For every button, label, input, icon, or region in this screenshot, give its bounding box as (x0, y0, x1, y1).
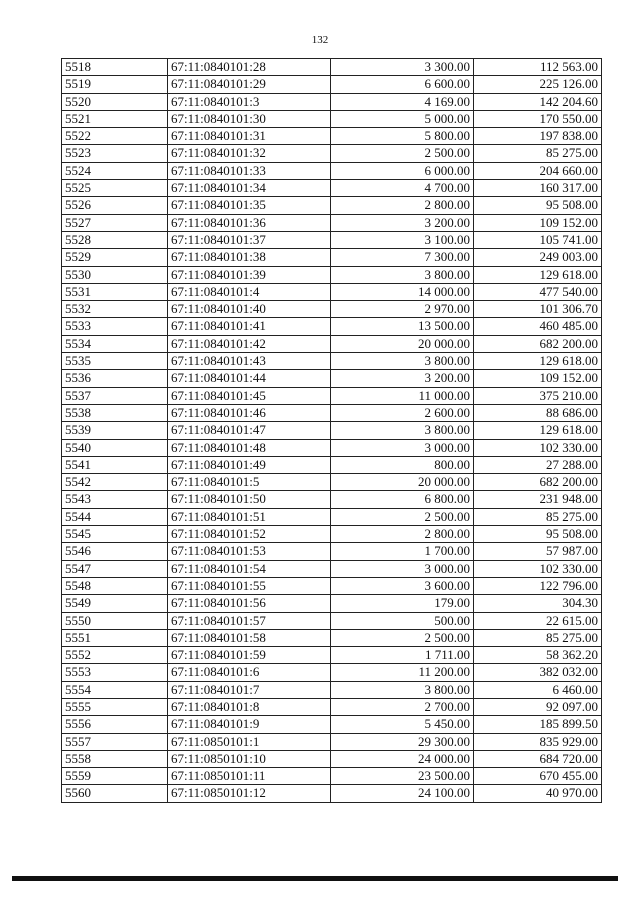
row-number-cell: 5555 (62, 698, 168, 715)
value-cell: 129 618.00 (474, 266, 602, 283)
value-cell: 40 970.00 (474, 785, 602, 802)
row-number-cell: 5549 (62, 595, 168, 612)
area-cell: 3 800.00 (331, 422, 474, 439)
value-cell: 101 306.70 (474, 301, 602, 318)
table-row (62, 491, 602, 508)
value-cell: 129 618.00 (474, 422, 602, 439)
value-cell: 57 987.00 (474, 543, 602, 560)
table-row (62, 526, 602, 543)
row-number-cell: 5547 (62, 560, 168, 577)
value-cell: 85 275.00 (474, 629, 602, 646)
row-number-cell: 5553 (62, 664, 168, 681)
area-cell: 2 970.00 (331, 301, 474, 318)
value-cell: 22 615.00 (474, 612, 602, 629)
area-cell: 2 500.00 (331, 508, 474, 525)
area-cell: 13 500.00 (331, 318, 474, 335)
value-cell: 249 003.00 (474, 249, 602, 266)
table-row (62, 474, 602, 491)
table-row (62, 733, 602, 750)
cadastral-number-cell: 67:11:0840101:37 (168, 231, 331, 248)
area-cell: 3 800.00 (331, 353, 474, 370)
value-cell: 58 362.20 (474, 647, 602, 664)
value-cell: 129 618.00 (474, 353, 602, 370)
area-cell: 3 200.00 (331, 214, 474, 231)
row-number-cell: 5527 (62, 214, 168, 231)
table-row (62, 76, 602, 93)
cadastral-number-cell: 67:11:0840101:50 (168, 491, 331, 508)
row-number-cell: 5519 (62, 76, 168, 93)
table-row (62, 249, 602, 266)
cadastral-number-cell: 67:11:0840101:31 (168, 128, 331, 145)
row-number-cell: 5545 (62, 526, 168, 543)
value-cell: 231 948.00 (474, 491, 602, 508)
table-row (62, 180, 602, 197)
cadastral-number-cell: 67:11:0840101:44 (168, 370, 331, 387)
table-row (62, 768, 602, 785)
cadastral-number-cell: 67:11:0840101:6 (168, 664, 331, 681)
table-row (62, 422, 602, 439)
cadastral-number-cell: 67:11:0840101:30 (168, 110, 331, 127)
table-row (62, 716, 602, 733)
table-row (62, 404, 602, 421)
area-cell: 3 100.00 (331, 231, 474, 248)
row-number-cell: 5529 (62, 249, 168, 266)
row-number-cell: 5554 (62, 681, 168, 698)
value-cell: 6 460.00 (474, 681, 602, 698)
cadastral-number-cell: 67:11:0840101:5 (168, 474, 331, 491)
cadastral-number-cell: 67:11:0850101:11 (168, 768, 331, 785)
cadastral-number-cell: 67:11:0840101:34 (168, 180, 331, 197)
value-cell: 95 508.00 (474, 526, 602, 543)
cadastral-number-cell: 67:11:0840101:41 (168, 318, 331, 335)
table-row (62, 145, 602, 162)
area-cell: 1 711.00 (331, 647, 474, 664)
area-cell: 7 300.00 (331, 249, 474, 266)
cadastral-number-cell: 67:11:0840101:56 (168, 595, 331, 612)
table-row (62, 59, 602, 76)
value-cell: 304.30 (474, 595, 602, 612)
row-number-cell: 5530 (62, 266, 168, 283)
value-cell: 85 275.00 (474, 145, 602, 162)
cadastral-number-cell: 67:11:0840101:42 (168, 335, 331, 352)
row-number-cell: 5520 (62, 93, 168, 110)
value-cell: 225 126.00 (474, 76, 602, 93)
table-row (62, 110, 602, 127)
value-cell: 477 540.00 (474, 283, 602, 300)
row-number-cell: 5559 (62, 768, 168, 785)
area-cell: 24 000.00 (331, 750, 474, 767)
area-cell: 4 169.00 (331, 93, 474, 110)
cadastral-number-cell: 67:11:0840101:48 (168, 439, 331, 456)
row-number-cell: 5542 (62, 474, 168, 491)
table-row (62, 750, 602, 767)
row-number-cell: 5534 (62, 335, 168, 352)
cadastral-number-cell: 67:11:0840101:4 (168, 283, 331, 300)
row-number-cell: 5528 (62, 231, 168, 248)
area-cell: 29 300.00 (331, 733, 474, 750)
cadastral-number-cell: 67:11:0840101:3 (168, 93, 331, 110)
area-cell: 11 000.00 (331, 387, 474, 404)
cadastral-number-cell: 67:11:0840101:57 (168, 612, 331, 629)
area-cell: 3 600.00 (331, 577, 474, 594)
area-cell: 2 700.00 (331, 698, 474, 715)
row-number-cell: 5540 (62, 439, 168, 456)
table-row (62, 629, 602, 646)
area-cell: 5 800.00 (331, 128, 474, 145)
area-cell: 14 000.00 (331, 283, 474, 300)
value-cell: 684 720.00 (474, 750, 602, 767)
row-number-cell: 5556 (62, 716, 168, 733)
table-row (62, 370, 602, 387)
value-cell: 122 796.00 (474, 577, 602, 594)
row-number-cell: 5551 (62, 629, 168, 646)
row-number-cell: 5525 (62, 180, 168, 197)
row-number-cell: 5546 (62, 543, 168, 560)
area-cell: 2 600.00 (331, 404, 474, 421)
value-cell: 204 660.00 (474, 162, 602, 179)
table-row (62, 647, 602, 664)
area-cell: 2 800.00 (331, 197, 474, 214)
row-number-cell: 5543 (62, 491, 168, 508)
cadastral-number-cell: 67:11:0840101:33 (168, 162, 331, 179)
table-row (62, 681, 602, 698)
value-cell: 85 275.00 (474, 508, 602, 525)
value-cell: 670 455.00 (474, 768, 602, 785)
cadastral-number-cell: 67:11:0840101:53 (168, 543, 331, 560)
row-number-cell: 5552 (62, 647, 168, 664)
value-cell: 142 204.60 (474, 93, 602, 110)
cadastral-number-cell: 67:11:0850101:1 (168, 733, 331, 750)
table-row (62, 543, 602, 560)
row-number-cell: 5518 (62, 59, 168, 76)
row-number-cell: 5522 (62, 128, 168, 145)
value-cell: 682 200.00 (474, 474, 602, 491)
table-row (62, 785, 602, 802)
row-number-cell: 5557 (62, 733, 168, 750)
value-cell: 95 508.00 (474, 197, 602, 214)
row-number-cell: 5524 (62, 162, 168, 179)
cadastral-number-cell: 67:11:0840101:47 (168, 422, 331, 439)
value-cell: 160 317.00 (474, 180, 602, 197)
area-cell: 20 000.00 (331, 474, 474, 491)
value-cell: 197 838.00 (474, 128, 602, 145)
cadastral-number-cell: 67:11:0840101:46 (168, 404, 331, 421)
row-number-cell: 5550 (62, 612, 168, 629)
area-cell: 3 300.00 (331, 59, 474, 76)
table-row (62, 353, 602, 370)
table-row (62, 318, 602, 335)
table-row (62, 266, 602, 283)
area-cell: 2 500.00 (331, 145, 474, 162)
value-cell: 109 152.00 (474, 370, 602, 387)
area-cell: 3 200.00 (331, 370, 474, 387)
area-cell: 11 200.00 (331, 664, 474, 681)
value-cell: 102 330.00 (474, 439, 602, 456)
cadastral-number-cell: 67:11:0840101:39 (168, 266, 331, 283)
row-number-cell: 5544 (62, 508, 168, 525)
table-row (62, 93, 602, 110)
value-cell: 382 032.00 (474, 664, 602, 681)
area-cell: 3 800.00 (331, 266, 474, 283)
table-row (62, 231, 602, 248)
area-cell: 24 100.00 (331, 785, 474, 802)
area-cell: 179.00 (331, 595, 474, 612)
value-cell: 170 550.00 (474, 110, 602, 127)
area-cell: 20 000.00 (331, 335, 474, 352)
row-number-cell: 5531 (62, 283, 168, 300)
row-number-cell: 5560 (62, 785, 168, 802)
cadastral-number-cell: 67:11:0840101:28 (168, 59, 331, 76)
table-row (62, 698, 602, 715)
cadastral-number-cell: 67:11:0840101:51 (168, 508, 331, 525)
table-row (62, 214, 602, 231)
cadastral-number-cell: 67:11:0840101:58 (168, 629, 331, 646)
table-row (62, 595, 602, 612)
cadastral-number-cell: 67:11:0840101:54 (168, 560, 331, 577)
table-row (62, 456, 602, 473)
table-row (62, 560, 602, 577)
table-row (62, 439, 602, 456)
row-number-cell: 5521 (62, 110, 168, 127)
table-row (62, 162, 602, 179)
value-cell: 112 563.00 (474, 59, 602, 76)
cadastral-number-cell: 67:11:0840101:36 (168, 214, 331, 231)
page-number: 132 (311, 34, 329, 46)
area-cell: 2 800.00 (331, 526, 474, 543)
row-number-cell: 5538 (62, 404, 168, 421)
footer-rule (12, 876, 618, 881)
cadastral-number-cell: 67:11:0840101:43 (168, 353, 331, 370)
area-cell: 800.00 (331, 456, 474, 473)
cadastral-number-cell: 67:11:0840101:52 (168, 526, 331, 543)
area-cell: 1 700.00 (331, 543, 474, 560)
cadastral-number-cell: 67:11:0840101:49 (168, 456, 331, 473)
cadastral-number-cell: 67:11:0840101:45 (168, 387, 331, 404)
row-number-cell: 5548 (62, 577, 168, 594)
cadastral-number-cell: 67:11:0840101:7 (168, 681, 331, 698)
value-cell: 682 200.00 (474, 335, 602, 352)
area-cell: 3 000.00 (331, 439, 474, 456)
table-row (62, 387, 602, 404)
cadastral-number-cell: 67:11:0840101:38 (168, 249, 331, 266)
value-cell: 185 899.50 (474, 716, 602, 733)
row-number-cell: 5536 (62, 370, 168, 387)
row-number-cell: 5558 (62, 750, 168, 767)
value-cell: 375 210.00 (474, 387, 602, 404)
table-row (62, 508, 602, 525)
cadastral-value-table (61, 58, 602, 803)
row-number-cell: 5541 (62, 456, 168, 473)
value-cell: 460 485.00 (474, 318, 602, 335)
area-cell: 3 000.00 (331, 560, 474, 577)
table-row (62, 197, 602, 214)
table-row (62, 664, 602, 681)
table-body (62, 59, 602, 803)
area-cell: 4 700.00 (331, 180, 474, 197)
row-number-cell: 5535 (62, 353, 168, 370)
table-row (62, 612, 602, 629)
cadastral-number-cell: 67:11:0840101:35 (168, 197, 331, 214)
value-cell: 27 288.00 (474, 456, 602, 473)
value-cell: 88 686.00 (474, 404, 602, 421)
cadastral-number-cell: 67:11:0850101:12 (168, 785, 331, 802)
value-cell: 105 741.00 (474, 231, 602, 248)
row-number-cell: 5532 (62, 301, 168, 318)
table-row (62, 283, 602, 300)
cadastral-number-cell: 67:11:0840101:8 (168, 698, 331, 715)
value-cell: 92 097.00 (474, 698, 602, 715)
table-row (62, 335, 602, 352)
cadastral-number-cell: 67:11:0840101:32 (168, 145, 331, 162)
table-row (62, 577, 602, 594)
area-cell: 23 500.00 (331, 768, 474, 785)
row-number-cell: 5533 (62, 318, 168, 335)
area-cell: 6 600.00 (331, 76, 474, 93)
table-row (62, 128, 602, 145)
value-cell: 109 152.00 (474, 214, 602, 231)
cadastral-number-cell: 67:11:0850101:10 (168, 750, 331, 767)
area-cell: 500.00 (331, 612, 474, 629)
area-cell: 6 800.00 (331, 491, 474, 508)
row-number-cell: 5526 (62, 197, 168, 214)
area-cell: 5 000.00 (331, 110, 474, 127)
value-cell: 102 330.00 (474, 560, 602, 577)
area-cell: 2 500.00 (331, 629, 474, 646)
row-number-cell: 5537 (62, 387, 168, 404)
area-cell: 6 000.00 (331, 162, 474, 179)
table-row (62, 301, 602, 318)
cadastral-number-cell: 67:11:0840101:40 (168, 301, 331, 318)
cadastral-number-cell: 67:11:0840101:9 (168, 716, 331, 733)
value-cell: 835 929.00 (474, 733, 602, 750)
row-number-cell: 5523 (62, 145, 168, 162)
area-cell: 5 450.00 (331, 716, 474, 733)
row-number-cell: 5539 (62, 422, 168, 439)
cadastral-number-cell: 67:11:0840101:29 (168, 76, 331, 93)
area-cell: 3 800.00 (331, 681, 474, 698)
cadastral-number-cell: 67:11:0840101:55 (168, 577, 331, 594)
cadastral-number-cell: 67:11:0840101:59 (168, 647, 331, 664)
